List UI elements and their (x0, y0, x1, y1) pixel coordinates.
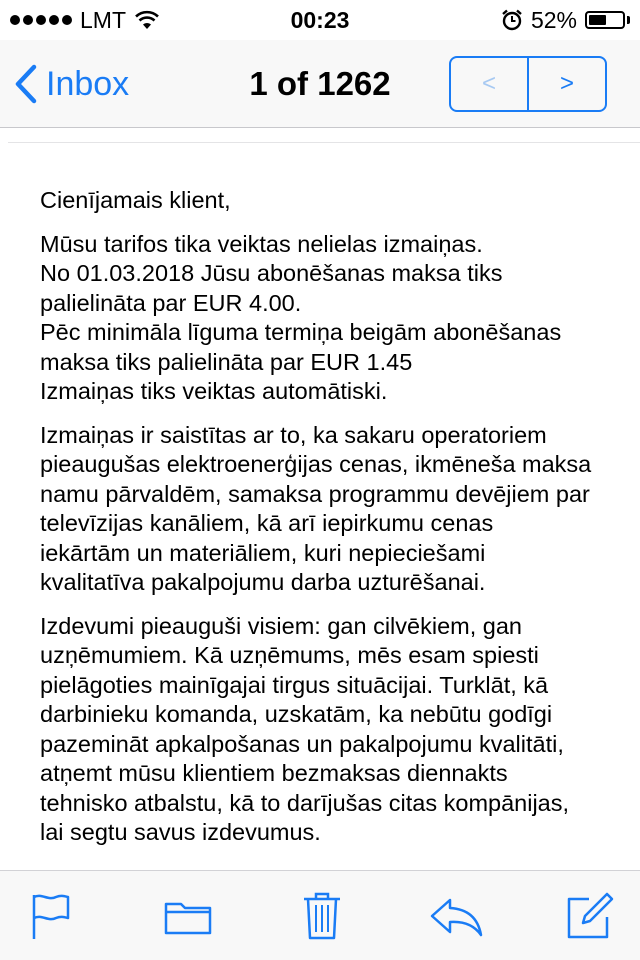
message-position-title: 1 of 1262 (249, 65, 391, 102)
flag-icon (28, 891, 72, 941)
message-paragraph: Mūsu tarifos tika veiktas nelielas izmaiņas. No 01.03.2018 Jūsu abonēšanas maksa tiks palielināta par EUR 4.00. Pēc minimāla līguma termiņa beigām abonēšanas maksa tiks palielināta par EUR 1.45 Izmaiņas tiks veiktas automātiski. (40, 230, 562, 404)
battery-percent: 52% (530, 6, 577, 33)
delete-button[interactable] (294, 889, 350, 943)
carrier-name: LMT (80, 6, 126, 33)
reply-button[interactable] (428, 889, 484, 943)
previous-message-button[interactable]: < (451, 58, 529, 110)
flag-button[interactable] (22, 889, 78, 943)
bottom-toolbar (0, 870, 640, 960)
compose-button[interactable] (562, 889, 618, 943)
message-paragraph: Izdevumi pieauguši visiem: gan cilvēkiem, gan uzņēmumiem. Kā uzņēmums, mēs esam spiesti pielāgoties mainīgajai tirgus situācijai. Turklāt, kā darbinieku komanda, uzskatām, ka nebūtu godīgi pazemināt apkalpošanas un pakalpojumu kvalitāti, atņemt mūsu klientiem bezmaksas diennakts tehnisko atbalstu, kā to darījušas citas kompānijas, lai segtu savus izdevumus. (40, 612, 570, 845)
battery-icon (585, 11, 625, 29)
move-to-folder-button[interactable] (160, 889, 216, 943)
battery-tip (627, 16, 630, 24)
status-right (501, 6, 630, 34)
folder-icon (163, 896, 213, 936)
status-time: 00:23 (290, 7, 350, 33)
reply-icon (428, 894, 484, 938)
message-content[interactable] (0, 128, 640, 870)
trash-icon (300, 890, 344, 942)
header-divider (8, 142, 640, 143)
alarm-clock-icon (501, 9, 523, 31)
message-paragraph: Cienījamais klient, (40, 187, 231, 213)
status-bar (0, 0, 640, 40)
navigation-bar (0, 40, 640, 128)
message-paragraph: Izmaiņas ir saistītas ar to, ka sakaru operatoriem pieaugušas elektroenerģijas cenas, ikmēneša maksa namu pārvaldēm, samaksa programmu devējiem par televīzijas kanāliem, kā arī iepirkumu cenas iekārtām un materiāliem, kuri nepieciešami kvalitatīva pakalpojumu darba uzturēšanai. (40, 421, 592, 595)
back-label: Inbox (46, 64, 130, 103)
compose-icon (565, 891, 615, 941)
battery-fill (589, 15, 606, 25)
message-pager (449, 56, 607, 112)
next-message-button[interactable]: > (559, 70, 574, 97)
message-body (40, 186, 630, 862)
